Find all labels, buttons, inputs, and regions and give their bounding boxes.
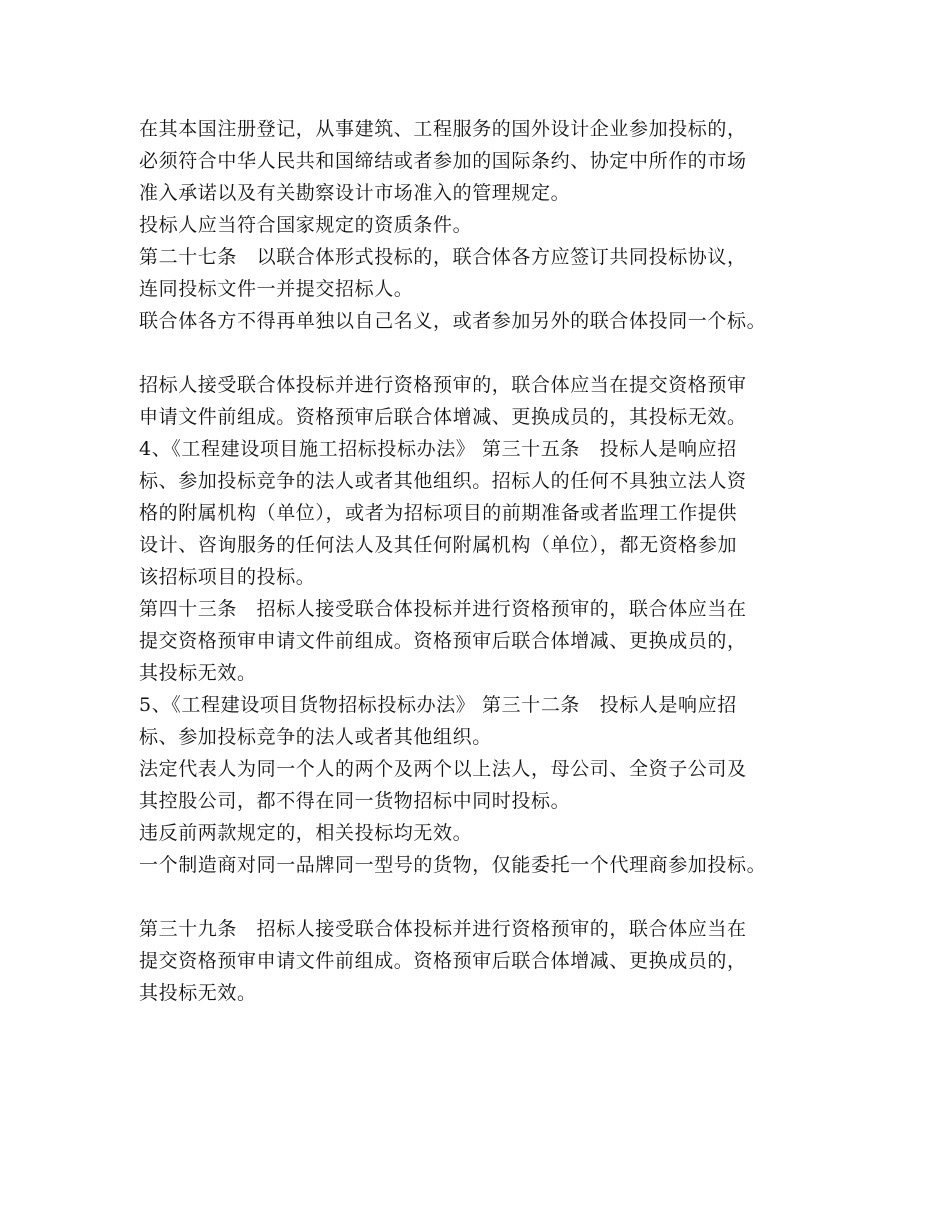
text-line: 必须符合中华人民共和国缔结或者参加的国际条约、协定中所作的市场 — [139, 150, 747, 172]
text-line: 招标人接受联合体投标并进行资格预审的，联合体应当在提交资格预审 — [139, 374, 747, 396]
text-line: 违反前两款规定的，相关投标均无效。 — [139, 822, 473, 844]
text-line: 申请文件前组成。资格预审后联合体增减、更换成员的，其投标无效。 — [139, 406, 747, 428]
text-line: 法定代表人为同一个人的两个及两个以上法人，母公司、全资子公司及 — [139, 758, 747, 780]
text-line: 该招标项目的投标。 — [139, 566, 316, 588]
text-line: 标、参加投标竞争的法人或者其他组织。 — [139, 726, 492, 748]
text-line: 连同投标文件一并提交招标人。 — [139, 278, 414, 300]
text-line: 投标人应当符合国家规定的资质条件。 — [139, 214, 473, 236]
document-body — [139, 113, 839, 1009]
text-line: 其投标无效。 — [139, 662, 257, 684]
text-line: 联合体各方不得再单独以自己名义，或者参加另外的联合体投同一个标。 — [139, 310, 767, 332]
text-line: 在其本国注册登记，从事建筑、工程服务的国外设计企业参加投标的， — [139, 118, 747, 140]
text-line: 准入承诺以及有关勘察设计市场准入的管理规定。 — [139, 182, 571, 204]
blank-line — [139, 881, 839, 913]
text-line: 第四十三条 招标人接受联合体投标并进行资格预审的，联合体应当在 — [139, 598, 747, 620]
text-line: 设计、咨询服务的任何法人及其任何附属机构（单位），都无资格参加 — [139, 534, 738, 556]
blank-line — [139, 337, 839, 369]
text-line: 其控股公司，都不得在同一货物招标中同时投标。 — [139, 790, 571, 812]
text-line: 格的附属机构（单位），或者为招标项目的前期准备或者监理工作提供 — [139, 502, 738, 524]
text-line: 5、《工程建设项目货物招标投标办法》 第三十二条 投标人是响应招 — [139, 694, 737, 716]
text-line: 标、参加投标竞争的法人或者其他组织。招标人的任何不具独立法人资 — [139, 470, 747, 492]
text-line: 第二十七条 以联合体形式投标的，联合体各方应签订共同投标协议， — [139, 246, 747, 268]
text-line: 提交资格预审申请文件前组成。资格预审后联合体增减、更换成员的， — [139, 630, 747, 652]
text-line: 提交资格预审申请文件前组成。资格预审后联合体增减、更换成员的， — [139, 950, 747, 972]
text-line: 其投标无效。 — [139, 982, 257, 1004]
text-line: 4、《工程建设项目施工招标投标办法》 第三十五条 投标人是响应招 — [139, 438, 737, 460]
text-line: 一个制造商对同一品牌同一型号的货物，仅能委托一个代理商参加投标。 — [139, 854, 767, 876]
text-line: 第三十九条 招标人接受联合体投标并进行资格预审的，联合体应当在 — [139, 918, 747, 940]
